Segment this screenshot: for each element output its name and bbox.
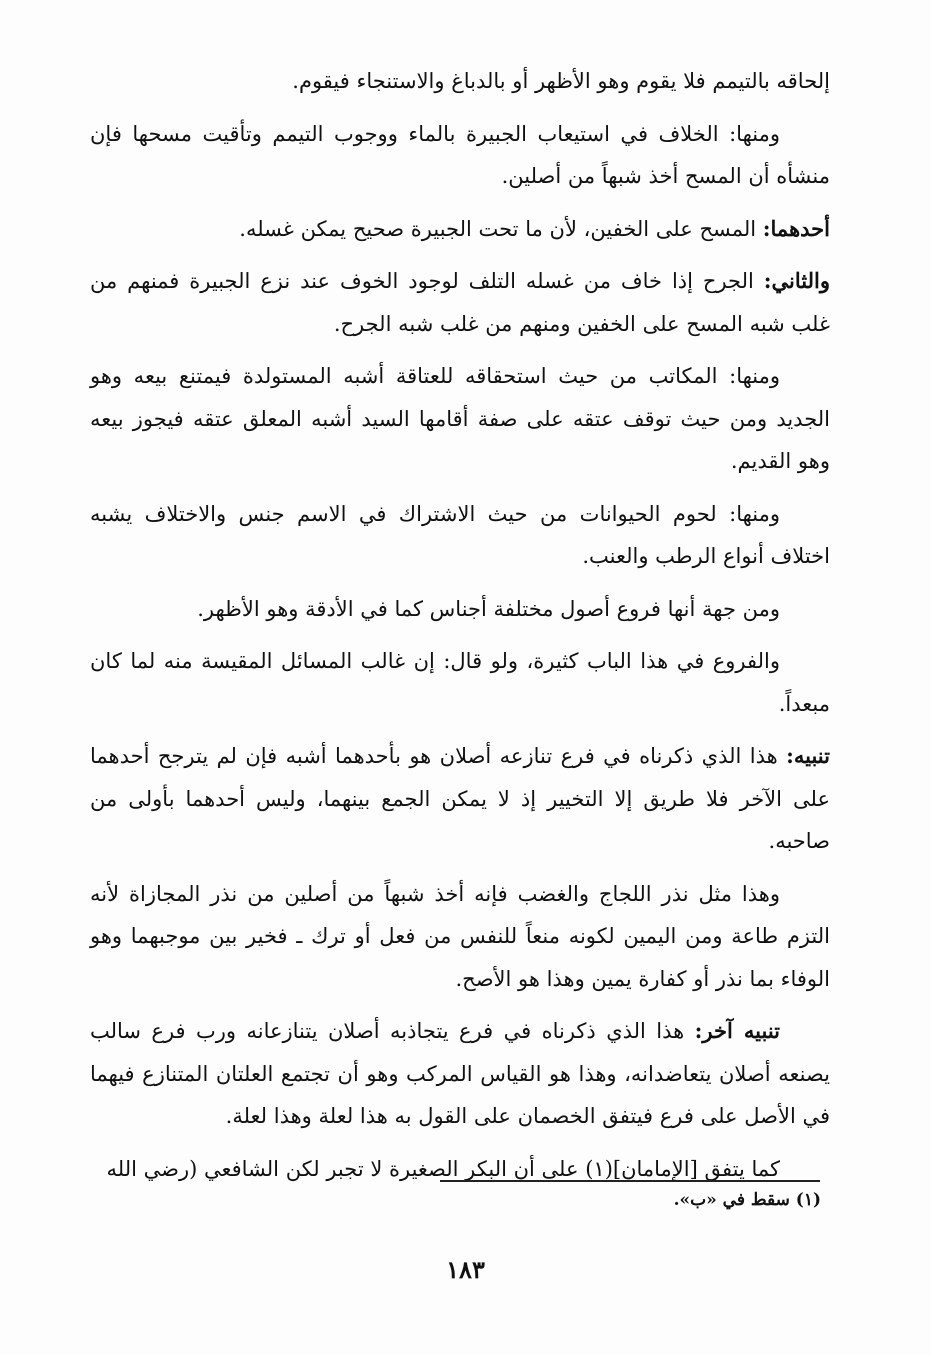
paragraph-text: الجرح إذا خاف من غسله التلف لوجود الخوف عند نزع الجبيرة فمنهم من غلب شبه المسح على الخفين ومنهم من غلب شبه الجرح. [90,269,830,336]
footnote-divider [440,1180,820,1182]
paragraph-text: إلحاقه بالتيمم فلا يقوم وهو الأظهر أو بالدباغ والاستنجاء فيقوم. [292,69,830,93]
paragraph [90,588,830,631]
paragraph-text: المسح على الخفين، لأن ما تحت الجبيرة صحيح يمكن غسله. [239,216,763,241]
paragraph [90,208,830,251]
paragraph [90,1010,830,1138]
paragraph [90,735,830,863]
paragraph-text: كما يتفق [الإمامان](١) على أن البكر الصغيرة لا تجبر لكن الشافعي (رضي الله [106,1156,780,1181]
paragraph-lead: تنبيه: [786,743,830,768]
paragraph-lead: تنبيه آخر: [694,1018,780,1043]
paragraph [90,873,830,1001]
paragraph [90,355,830,483]
footnote: (١) سقط في «ب». [673,1190,821,1210]
paragraph-text: وهذا مثل نذر اللجاج والغضب فإنه أخذ شبهاً من أصلين من نذر المجازاة لأنه التزم طاعة ومن اليمين لكونه منعاً للنفس من فعل أو ترك ـ فخير بين موجبهما وهو الوفاء بما نذر أو كفارة يمين وهذا هو الأصح. [90,881,830,991]
paragraph-text: ومنها: لحوم الحيوانات من حيث الاشتراك في الاسم جنس والاختلاف يشبه اختلاف أنواع الرطب والعنب. [90,501,830,568]
paragraph-text: ومن جهة أنها فروع أصول مختلفة أجناس كما في الأدقة وهو الأظهر. [197,596,780,621]
paragraph [90,260,830,345]
paragraph-text: هذا الذي ذكرناه في فرع تنازعه أصلان هو بأحدهما أشبه فإن لم يترجح أحدهما على الآخر فلا طريق إلا التخيير إذ لا يمكن الجمع بينهما، وليس أحدهما بأولى من صاحبه. [90,744,830,853]
paragraph [90,113,830,198]
paragraph [90,640,830,725]
paragraph-text: والفروع في هذا الباب كثيرة، ولو قال: إن غالب المسائل المقيسة منه لما كان مبعداً. [90,649,830,716]
page-number: ١٨٣ [446,1255,485,1284]
paragraph [90,493,830,578]
paragraph-text: هذا الذي ذكرناه في فرع يتجاذبه أصلان يتنازعانه ورب فرع سالب يصنعه أصلان يتعاضدانه، وهذا هو القياس المركب وهو أن تجتمع العلتان المتنازع فيهما في الأصل على فرع فيتفق الخصمان على القول به هذا لعلة وهذا لعلة. [90,1019,830,1128]
paragraph-text: ومنها: الخلاف في استيعاب الجبيرة بالماء ووجوب التيمم وتأقيت مسحها فإن منشأه أن المسح أخذ شبهاً من أصلين. [90,121,830,188]
paragraph [90,1148,830,1191]
paragraph [90,60,830,103]
paragraph-lead: أحدهما: [762,215,830,241]
paragraph-text: ومنها: المكاتب من حيث استحقاقه للعتاقة أشبه المستولدة فيمتنع بيعه وهو الجديد ومن حيث توقف عتقه على صفة أقامها السيد أشبه المعلق عتقه فيجوز بيعه وهو القديم. [90,364,830,473]
main-text [90,60,830,1200]
paragraph-lead: والثاني: [763,268,830,293]
